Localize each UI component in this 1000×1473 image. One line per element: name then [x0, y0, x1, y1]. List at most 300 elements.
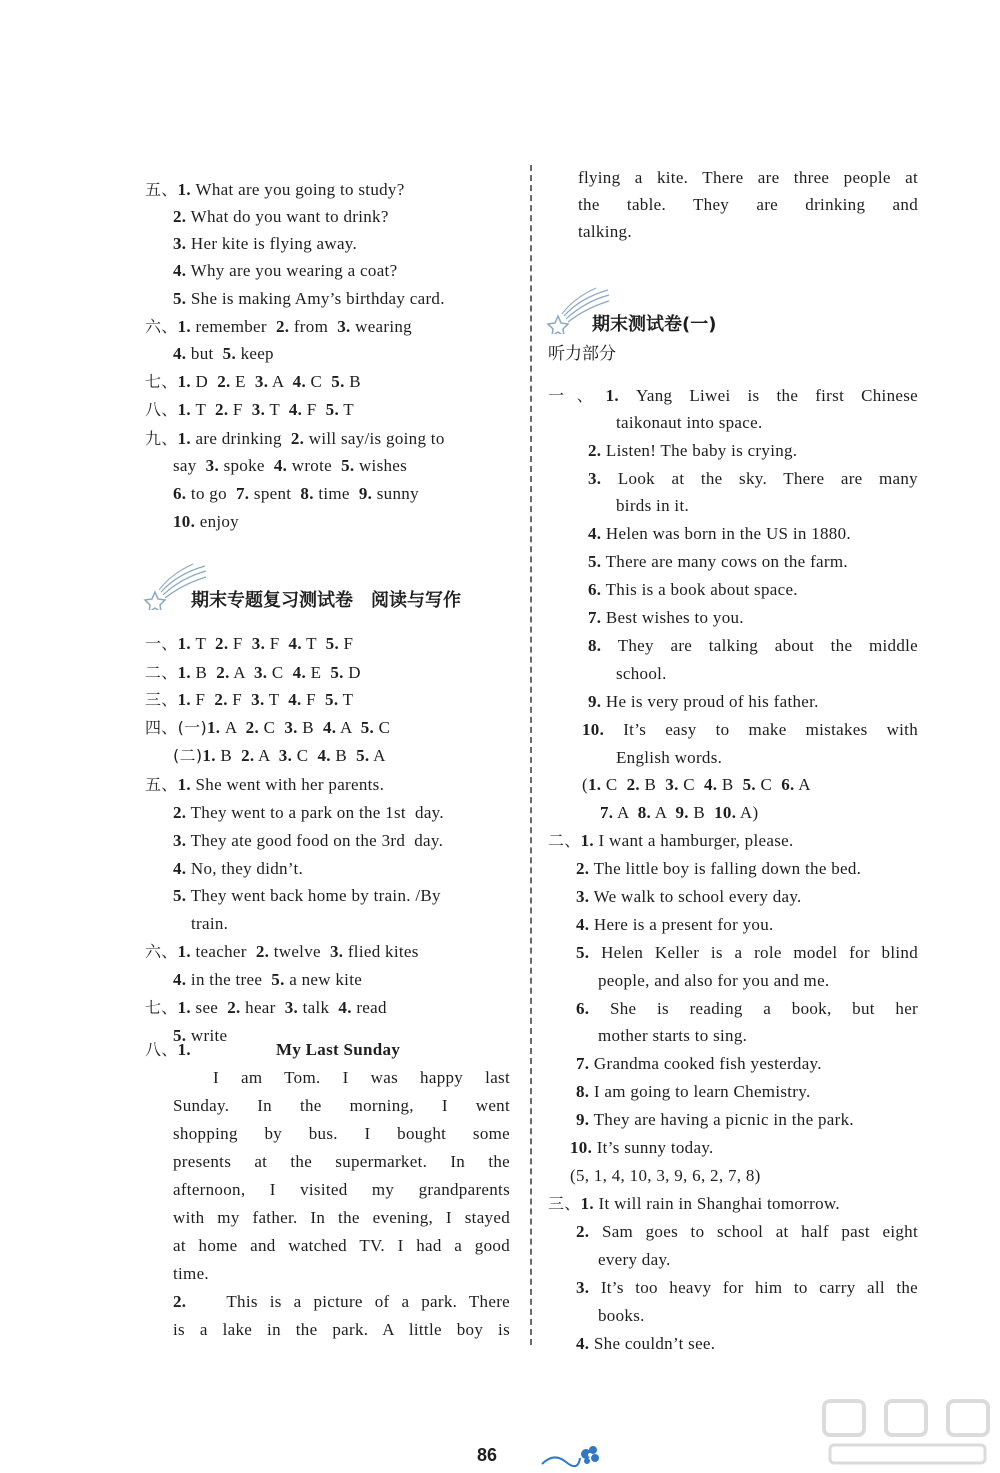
item-number: 7. — [236, 484, 250, 503]
answer-line — [616, 409, 763, 437]
item-number: 5. — [341, 456, 355, 475]
answer-line — [598, 1246, 671, 1274]
answer-text: F — [302, 400, 326, 419]
answer-text: Why are you wearing a coat? — [190, 261, 398, 280]
page-number: 86 — [477, 1445, 498, 1465]
answer-text: She is reading a book, but her — [610, 999, 918, 1018]
answer-line — [145, 313, 412, 341]
answer-text: I want a hamburger, please. — [598, 831, 794, 850]
answer-text: A) — [736, 803, 759, 822]
answer-text: B — [639, 775, 666, 794]
item-number: 2. — [217, 372, 231, 391]
answer-text: D — [195, 372, 218, 391]
answer-line — [598, 1302, 645, 1330]
section-label: 四、(一) — [145, 718, 207, 737]
answer-text: to go — [190, 484, 236, 503]
answer-text: a new kite — [284, 970, 363, 989]
item-number: 10. — [173, 512, 196, 531]
item-number: 3. — [284, 998, 299, 1017]
section-title-text: 期末测试卷(一) — [592, 314, 717, 335]
section-title-text: 期末专题复习测试卷 阅读与写作 — [191, 590, 461, 611]
item-number: 4. — [173, 344, 187, 363]
answer-text: They are having a picnic in the park. — [593, 1110, 854, 1129]
item-number: 2. — [275, 317, 290, 336]
item-number: 1. — [177, 634, 191, 653]
answer-text: She went with her parents. — [195, 775, 385, 794]
answer-text: teacher — [195, 942, 256, 961]
section-title — [548, 308, 716, 342]
answer-text: see — [195, 998, 228, 1017]
item-number: 5. — [173, 289, 187, 308]
answer-line — [145, 686, 353, 714]
answer-text: say — [173, 456, 206, 475]
answer-text: F — [339, 634, 354, 653]
answer-text: A — [794, 775, 811, 794]
answer-text: T — [195, 400, 216, 419]
item-number: 3. — [251, 690, 265, 709]
answer-line — [145, 994, 387, 1022]
answer-text: wearing — [350, 317, 412, 336]
item-number: 10. — [582, 720, 605, 739]
item-number: 1. — [605, 386, 619, 405]
answer-line — [173, 799, 444, 827]
item-number: 3. — [173, 234, 187, 253]
answer-text: No, they didn’t. — [190, 859, 304, 878]
answer-line — [173, 452, 407, 480]
answer-line — [145, 938, 419, 966]
answer-text: talk — [298, 998, 339, 1017]
item-number: 3. — [278, 746, 293, 765]
answer-text: T — [301, 634, 326, 653]
answer-text: wishes — [354, 456, 408, 475]
answer-line — [576, 1330, 715, 1358]
shooting-star-icon — [546, 286, 610, 334]
item-number: 6. — [173, 484, 187, 503]
answer-text: We walk to school every day. — [593, 887, 802, 906]
item-number: 8. — [637, 803, 652, 822]
item-number: 3. — [254, 372, 269, 391]
answer-line — [576, 1078, 811, 1106]
answer-text: C — [678, 775, 704, 794]
answer-text: This is a book about space. — [605, 580, 798, 599]
answer-line — [145, 714, 390, 742]
item-number: 2. — [576, 859, 590, 878]
item-number: 3. — [173, 831, 187, 850]
answer-line — [548, 1190, 840, 1218]
answer-text: She couldn’t see. — [593, 1334, 716, 1353]
answer-text: birds in it. — [616, 496, 690, 515]
answer-line — [616, 660, 667, 688]
answer-text: He is very proud of his father. — [605, 692, 819, 711]
answer-text: A — [651, 803, 676, 822]
answer-line — [173, 855, 303, 883]
answer-text: E — [306, 663, 331, 682]
answer-text: Here is a present for you. — [593, 915, 774, 934]
item-number: 4. — [576, 915, 590, 934]
item-number: 2. — [290, 429, 305, 448]
item-number: 3. — [251, 634, 266, 653]
answer-text: A — [616, 803, 638, 822]
answer-text: It will rain in Shanghai tomorrow. — [598, 1194, 840, 1213]
item-number: 2. — [173, 207, 187, 226]
item-number: 2. — [216, 663, 230, 682]
answer-text: C — [306, 372, 332, 391]
answer-line — [145, 176, 405, 204]
answer-line — [576, 1050, 822, 1078]
answer-line — [173, 480, 419, 508]
section-label: 二、 — [145, 663, 178, 682]
item-number: 1. — [177, 1040, 191, 1059]
item-number: 7. — [588, 608, 602, 627]
answer-line — [576, 939, 918, 967]
answer-text: A — [224, 718, 246, 737]
item-number: 5. — [222, 344, 237, 363]
item-number: 2. — [215, 634, 229, 653]
item-number: 1. — [580, 1194, 594, 1213]
section-label: 六、 — [145, 942, 178, 961]
item-number: 4. — [338, 998, 352, 1017]
item-number: 7. — [576, 1054, 590, 1073]
answer-text: write — [190, 1026, 228, 1045]
answer-text: Listen! The baby is crying. — [605, 441, 798, 460]
answer-text: wrote — [287, 456, 342, 475]
item-number: 1. — [580, 831, 594, 850]
answer-text: Look at the sky. There are many — [617, 469, 918, 488]
answer-text: ( — [582, 775, 588, 794]
answer-text: spoke — [219, 456, 274, 475]
answer-text: are drinking — [195, 429, 291, 448]
answer-line — [588, 437, 797, 465]
answer-text: train. — [191, 914, 229, 933]
answer-line — [588, 604, 744, 632]
item-number: 1. — [177, 317, 191, 336]
answer-line — [145, 425, 445, 453]
item-number: 5. — [325, 690, 339, 709]
section-label: 二、 — [548, 831, 581, 850]
essay-line: flying a kite. There are three people at — [578, 168, 918, 187]
answer-line — [173, 203, 389, 231]
answer-text: B — [330, 746, 357, 765]
answer-line — [173, 257, 397, 285]
essay-title-line — [145, 1036, 400, 1064]
essay-line: with my father. In the evening, I stayed — [173, 1208, 510, 1227]
item-number: 8. — [300, 484, 314, 503]
essay-line: presents at the supermarket. In the — [173, 1152, 510, 1171]
answer-line — [173, 340, 274, 368]
item-number: 3. — [588, 469, 602, 488]
item-number: 4. — [288, 400, 303, 419]
answer-line — [588, 688, 819, 716]
item-number: 1. — [202, 746, 216, 765]
answer-text: but — [190, 344, 223, 363]
answer-line — [588, 576, 798, 604]
item-number: 1. — [177, 690, 191, 709]
answer-text: T — [265, 400, 289, 419]
essay-line: talking. — [578, 222, 632, 241]
section-label: 五、 — [145, 180, 178, 199]
answer-line — [588, 465, 918, 493]
item-number: 9. — [675, 803, 689, 822]
item-number: 2. — [255, 942, 270, 961]
item-number: 9. — [358, 484, 373, 503]
answer-text: It’s too heavy for him to carry all the — [600, 1278, 918, 1297]
answer-line — [598, 967, 829, 995]
answer-text: Her kite is flying away. — [190, 234, 358, 253]
answer-line — [616, 744, 722, 772]
section-label: 一、 — [145, 634, 178, 653]
answer-line — [548, 827, 794, 855]
section-label: 八、 — [145, 1040, 178, 1059]
item-number: 1. — [587, 775, 602, 794]
essay-title: My Last Sunday — [275, 1040, 401, 1059]
answer-text: T — [195, 634, 216, 653]
item-number: 3. — [665, 775, 679, 794]
answer-text: English words. — [616, 748, 723, 767]
section-label: 三、 — [145, 690, 178, 709]
item-number: 2. — [588, 441, 602, 460]
answer-line — [588, 520, 851, 548]
answer-text: A — [268, 372, 293, 391]
item-number: 4. — [588, 524, 602, 543]
answer-text: It’s easy to make mistakes with — [623, 720, 918, 739]
answer-line — [576, 995, 918, 1023]
answer-line — [145, 368, 361, 396]
answer-text: A — [229, 663, 254, 682]
answer-line — [145, 396, 354, 424]
answer-text: E — [230, 372, 255, 391]
answer-text: T — [339, 400, 354, 419]
essay-line — [173, 1288, 510, 1316]
item-number: 3. — [337, 317, 351, 336]
item-number: 3. — [251, 400, 266, 419]
answer-line — [576, 883, 802, 911]
answer-line — [173, 966, 362, 994]
answer-text: in the tree — [190, 970, 272, 989]
section-label: 七、 — [145, 998, 178, 1017]
item-number: 3. — [576, 887, 590, 906]
answer-text: F — [195, 690, 215, 709]
answer-text: read — [351, 998, 387, 1017]
answer-text: B — [717, 775, 743, 794]
answer-line — [576, 1106, 854, 1134]
answer-text: from — [289, 317, 338, 336]
answer-text: They ate good food on the 3rd day. — [190, 831, 444, 850]
answer-text: school. — [616, 664, 667, 683]
answer-text: B — [344, 372, 361, 391]
answer-line — [588, 632, 918, 660]
answer-text: every day. — [598, 1250, 671, 1269]
answer-text: The little boy is falling down the bed. — [593, 859, 862, 878]
answer-line — [145, 771, 384, 799]
item-number: 5. — [173, 1026, 187, 1045]
answer-line — [570, 1134, 714, 1162]
essay-line: afternoon, I visited my grandparents — [173, 1180, 510, 1199]
item-number: 5. — [330, 663, 344, 682]
item-number: 2. — [227, 998, 241, 1017]
answer-line — [576, 855, 861, 883]
item-number: 3. — [254, 663, 268, 682]
item-number: 8. — [588, 636, 602, 655]
answer-text: A — [254, 746, 279, 765]
answer-text: F — [301, 690, 326, 709]
item-number: 1. — [177, 372, 191, 391]
answer-text: people, and also for you and me. — [598, 971, 830, 990]
answer-line — [145, 630, 353, 658]
answer-text: What do you want to drink? — [190, 207, 389, 226]
answer-line — [548, 382, 918, 410]
item-number: 5. — [576, 943, 590, 962]
item-number: 1. — [177, 429, 191, 448]
answer-text: They went to a park on the 1st day. — [190, 803, 444, 822]
answer-line — [173, 285, 445, 313]
item-number: 4. — [173, 859, 187, 878]
answer-text: B — [220, 746, 242, 765]
item-number: 5. — [360, 718, 375, 737]
section-label: 八、 — [145, 400, 178, 419]
item-number: 5. — [356, 746, 370, 765]
item-number: 3. — [284, 718, 298, 737]
answer-text: There are many cows on the farm. — [605, 552, 848, 571]
section-label: 七、 — [145, 372, 178, 391]
item-number: 4. — [273, 456, 288, 475]
item-number: 1. — [177, 998, 191, 1017]
item-number: 1. — [207, 718, 221, 737]
item-number: 5. — [331, 372, 345, 391]
item-number: 5. — [325, 400, 339, 419]
item-number: 5. — [325, 634, 339, 653]
answer-text: time — [313, 484, 359, 503]
section-label: (二) — [173, 746, 203, 765]
answer-text: C — [292, 746, 318, 765]
answer-text: mother starts to sing. — [598, 1026, 748, 1045]
item-number: 7. — [600, 803, 614, 822]
answer-text: C — [374, 718, 391, 737]
answer-line — [600, 799, 758, 827]
section-label: 九、 — [145, 429, 178, 448]
item-number: 4. — [288, 690, 302, 709]
answer-text: It’s sunny today. — [596, 1138, 714, 1157]
listening-heading: 听力部分 — [548, 344, 616, 364]
answer-line — [576, 1274, 918, 1302]
answer-line — [576, 911, 774, 939]
item-number: 8. — [576, 1082, 590, 1101]
answer-line — [598, 1022, 747, 1050]
answer-text: I am going to learn Chemistry. — [593, 1082, 811, 1101]
section-label: 三、 — [548, 1194, 581, 1213]
essay-line: Sunday. In the morning, I went — [173, 1096, 510, 1115]
shooting-star-icon — [143, 562, 207, 610]
answer-text: Best wishes to you. — [605, 608, 744, 627]
column-divider — [530, 165, 532, 1345]
answer-text: What are you going to study? — [195, 180, 405, 199]
answer-text: C — [601, 775, 627, 794]
item-number: 2. — [245, 718, 260, 737]
answer-text: B — [297, 718, 323, 737]
answer-text: F — [265, 634, 289, 653]
answer-line — [570, 1162, 761, 1190]
answer-text: F — [228, 634, 252, 653]
answer-text: keep — [236, 344, 274, 363]
item-number: 9. — [576, 1110, 590, 1129]
answer-text: sunny — [372, 484, 419, 503]
item-number: 4. — [173, 970, 187, 989]
answer-text: Grandma cooked fish yesterday. — [593, 1054, 822, 1073]
answer-text: She is making Amy’s birthday card. — [190, 289, 445, 308]
answer-text: C — [267, 663, 293, 682]
flower-decoration-icon — [540, 1444, 604, 1470]
item-number: 5. — [173, 886, 187, 905]
item-number: 1. — [177, 180, 191, 199]
answer-text: spent — [249, 484, 301, 503]
item-number: 4. — [292, 663, 307, 682]
answer-line — [173, 230, 357, 258]
item-number: 10. — [570, 1138, 593, 1157]
item-number: 5. — [742, 775, 756, 794]
answer-text: F — [228, 400, 252, 419]
item-number: 2. — [241, 746, 255, 765]
section-label: 六、 — [145, 317, 178, 336]
item-number: 1. — [177, 400, 191, 419]
answer-line — [582, 771, 811, 799]
essay-line: I am Tom. I was happy last — [213, 1068, 510, 1087]
answer-line — [588, 548, 848, 576]
essay-line: is a lake in the park. A little boy is — [173, 1320, 510, 1339]
answer-text: will say/is going to — [304, 429, 445, 448]
item-number: 2. — [173, 1292, 187, 1311]
item-number: 2. — [215, 400, 229, 419]
essay-line: shopping by bus. I bought some — [173, 1124, 510, 1143]
answer-text: They went back home by train. /By — [190, 886, 441, 905]
answer-text: flied kites — [343, 942, 419, 961]
item-number: 4. — [322, 718, 337, 737]
answer-text: (5, 1, 4, 10, 3, 9, 6, 2, 7, 8) — [570, 1166, 761, 1185]
item-number: 4. — [292, 372, 306, 391]
watermark-logo-icon — [820, 1395, 995, 1470]
item-number: 5. — [588, 552, 602, 571]
answer-text: C — [755, 775, 782, 794]
answer-text: hear — [240, 998, 285, 1017]
answer-text: Helen Keller is a role model for blind — [601, 943, 918, 962]
answer-line — [173, 882, 441, 910]
answer-text: A — [369, 746, 386, 765]
answer-text: remember — [195, 317, 276, 336]
answer-text: B — [195, 663, 217, 682]
item-number: 10. — [714, 803, 737, 822]
item-number: 4. — [317, 746, 331, 765]
answer-line — [582, 716, 918, 744]
item-number: 4. — [288, 634, 302, 653]
item-number: 1. — [177, 775, 191, 794]
answer-line — [191, 910, 228, 938]
item-number: 3. — [576, 1278, 590, 1297]
answer-text: B — [688, 803, 715, 822]
section-title — [145, 584, 461, 618]
answer-text: C — [259, 718, 285, 737]
answer-text: taikonaut into space. — [616, 413, 763, 432]
answer-line — [173, 508, 239, 536]
item-number: 3. — [329, 942, 344, 961]
answer-text: A — [336, 718, 361, 737]
item-number: 4. — [576, 1334, 590, 1353]
essay-line: at home and watched TV. I had a good — [173, 1236, 510, 1255]
item-number: 2. — [626, 775, 640, 794]
answer-line — [173, 742, 386, 770]
item-number: 6. — [781, 775, 795, 794]
section-label: 五、 — [145, 775, 178, 794]
answer-text: F — [227, 690, 252, 709]
item-number: 3. — [205, 456, 220, 475]
item-number: 1. — [177, 942, 191, 961]
